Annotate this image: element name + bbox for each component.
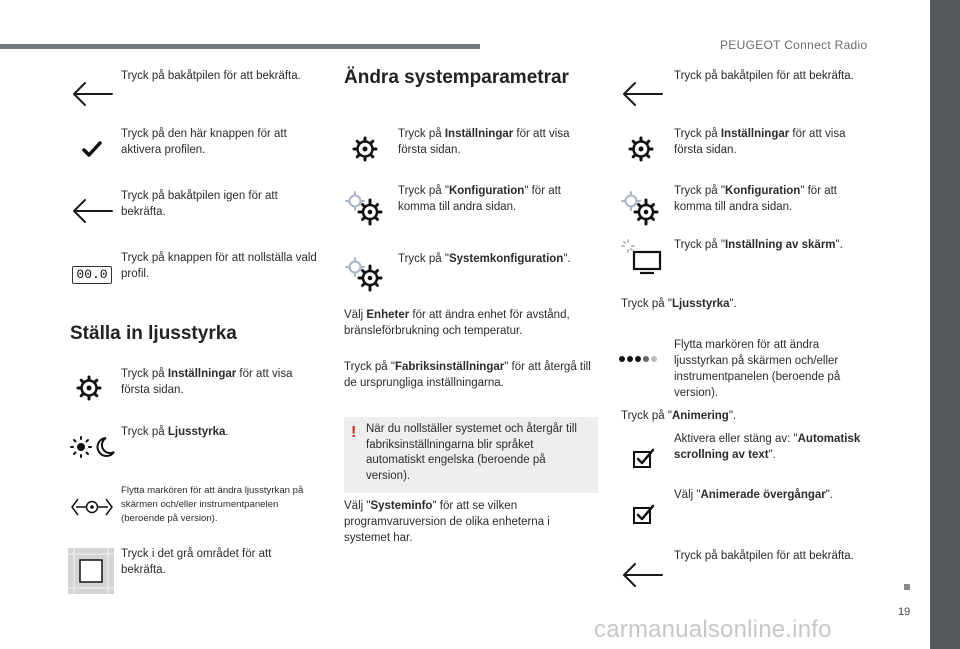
col2-para-factory-reset: Tryck på "Fabriksinställningar" för att återgå till de ursprungliga inställningarna. (344, 361, 591, 389)
warning-note-text: När du nollställer systemet och återgår till fabriksinställningarna blir språket automatiskt engelska (beroende på version). (366, 423, 577, 482)
side-tab (930, 0, 960, 649)
col2-para-units: Välj Enheter för att ändra enhet för avstånd, bränsleförbrukning och temperatur. (344, 309, 570, 337)
col1-step-move-cursor: Flytta markören för att ändra ljusstyrkan på skärmen och/eller instrumentpanelen (beroende på version). (121, 485, 304, 524)
page-marker (904, 584, 910, 590)
col1-step-activate-profile: Tryck på den här knappen för att aktivera profilen. (121, 128, 287, 156)
col3-step-screen-setting: Tryck på "Inställning av skärm". (674, 239, 843, 251)
back-arrow-icon (620, 80, 664, 108)
settings-gear-icon (628, 136, 654, 162)
grey-area-touch-icon (68, 548, 114, 594)
brightness-level-dots-icon (618, 354, 658, 364)
col1-step-back-again: Tryck på bakåtpilen igen för att bekräfta. (121, 190, 278, 218)
col1-step-reset-profile: Tryck på knappen för att nollställa vald profil. (121, 252, 317, 280)
configuration-gears-icon (344, 190, 384, 226)
system-configuration-gears-icon (344, 256, 384, 292)
col3-para-animation: Tryck på "Animering". (621, 410, 737, 422)
col1-step-back-confirm: Tryck på bakåtpilen för att bekräfta. (121, 70, 301, 82)
col2-step-system-config: Tryck på "Systemkonfiguration". (398, 253, 571, 265)
col1-step-grey-area: Tryck i det grå området för att bekräfta. (121, 548, 272, 576)
configuration-gears-icon (620, 190, 660, 226)
col1-step-open-settings: Tryck på Inställningar för att visa första sidan. (121, 368, 293, 396)
col3-step-configuration: Tryck på "Konfiguration" för att komma till andra sidan. (674, 185, 838, 213)
checkbox-icon (632, 447, 656, 469)
col3-para-brightness: Tryck på "Ljusstyrka". (621, 298, 737, 310)
col3-step-back-final: Tryck på bakåtpilen för att bekräfta. (674, 550, 854, 562)
col1-step-brightness: Tryck på Ljusstyrka. (121, 426, 229, 438)
page-number: 19 (898, 606, 911, 618)
warning-note (344, 417, 598, 493)
section-heading-brightness: Ställa in ljusstyrka (70, 323, 237, 344)
col3-step-move-cursor: Flytta markören för att ändra ljusstyrkan på skärmen och/eller instrumentpanelen (beroende på version). (674, 339, 841, 399)
col3-step-animated-transitions: Välj "Animerade övergångar". (674, 489, 834, 501)
col2-step-configuration: Tryck på "Konfiguration" för att komma till andra sidan. (398, 185, 562, 213)
settings-gear-icon (352, 136, 378, 162)
top-rule (0, 44, 480, 49)
section-heading-system-params: Ändra systemparametrar (344, 67, 569, 88)
col2-step-open-settings: Tryck på Inställningar för att visa första sidan. (398, 128, 570, 156)
checkbox-icon (632, 503, 656, 525)
back-arrow-icon (70, 197, 114, 225)
col3-step-back-confirm: Tryck på bakåtpilen för att bekräfta. (674, 70, 854, 82)
slider-cursor-icon (70, 495, 114, 519)
back-arrow-icon (620, 561, 664, 589)
screen-settings-icon (620, 238, 664, 276)
col3-step-open-settings: Tryck på Inställningar för att visa första sidan. (674, 128, 846, 156)
warning-exclamation-icon: ! (351, 424, 357, 441)
reset-profile-icon: 00.0 (72, 266, 112, 284)
page-header: PEUGEOT Connect Radio (720, 38, 868, 52)
checkmark-icon (82, 140, 102, 158)
brightness-sun-moon-icon (70, 435, 116, 459)
col3-step-auto-scroll: Aktivera eller stäng av: "Automatisk scrollning av text". (674, 433, 861, 461)
col2-para-systeminfo: Välj "Systeminfo" för att se vilken programvaruversion de olika enheterna i systemet har. (344, 500, 550, 544)
watermark: carmanualsonline.info (594, 616, 832, 643)
back-arrow-icon (70, 80, 114, 108)
settings-gear-icon (76, 375, 102, 401)
